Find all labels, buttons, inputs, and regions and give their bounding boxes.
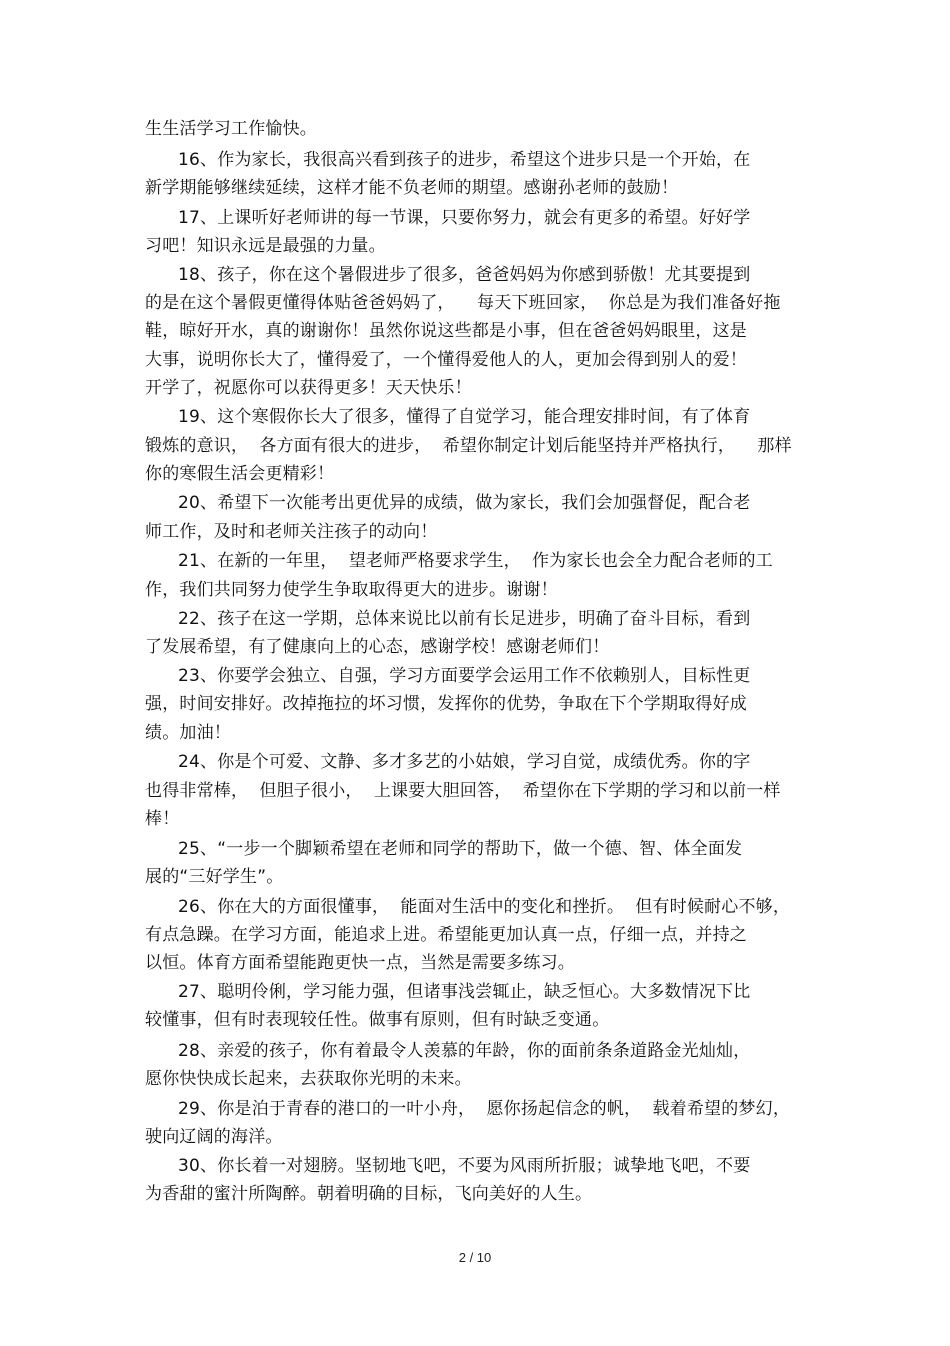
text-line: 你的寒假生活会更精彩！ (145, 464, 335, 484)
text-line: 28、亲爱的孩子，你有着最令人羡慕的年龄，你的面前条条道路金光灿灿， (178, 1041, 751, 1061)
text-line: 18、孩子，你在这个暑假进步了很多，爸爸妈妈为你感到骄傲！尤其要提到 (178, 265, 751, 285)
page-indicator: 2 / 10 (458, 1250, 492, 1265)
text-line: 29、你是泊于青春的港口的一叶小舟， 愿你扬起信念的帆， 载着希望的梦幻， (178, 1099, 791, 1119)
text-line: 有点急躁。在学习方面，能追求上进。希望能更加认真一点，仔细一点，并持之 (145, 925, 747, 945)
text-line: 绩。加油！ (145, 723, 231, 743)
text-line: 25、“一步一个脚颖希望在老师和同学的帮助下，做一个德、智、体全面发 (178, 839, 743, 859)
text-line: 了发展希望，有了健康向上的心态，感谢学校！感谢老师们！ (145, 637, 610, 657)
text-line: 作，我们共同努力使学生争取取得更大的进步。谢谢！ (145, 580, 558, 600)
text-line: 驶向辽阔的海洋。 (145, 1127, 283, 1147)
text-line: 以恒。体育方面希望能跑更快一点，当然是需要多练习。 (145, 953, 575, 973)
text-line: 锻炼的意识， 各方面有很大的进步， 希望你制定计划后能坚持并严格执行， 那样 (145, 436, 792, 456)
text-line: 师工作，及时和老师关注孩子的动向！ (145, 522, 438, 542)
text-line: 开学了，祝愿你可以获得更多！天天快乐！ (145, 378, 472, 398)
text-line: 22、孩子在这一学期，总体来说比以前有长足进步，明确了奋斗目标，看到 (178, 609, 751, 629)
text-line: 的是在这个暑假更懂得体贴爸爸妈妈了， 每天下班回家， 你总是为我们准备好拖 (145, 293, 781, 313)
text-line: 16、作为家长，我很高兴看到孩子的进步，希望这个进步只是一个开始，在 (178, 150, 751, 170)
text-line: 生生活学习工作愉快。 (145, 119, 317, 139)
text-line: 新学期能够继续延续，这样才能不负老师的期望。感谢孙老师的鼓励！ (145, 178, 679, 198)
text-line: 强，时间安排好。改掉拖拉的坏习惯，发挥你的优势，争取在下个学期取得好成 (145, 694, 747, 714)
text-line: 也得非常棒， 但胆子很小， 上课要大胆回答， 希望你在下学期的学习和以前一样 (145, 781, 781, 801)
text-line: 27、聪明伶俐，学习能力强，但诸事浅尝辄止，缺乏恒心。大多数情况下比 (178, 982, 751, 1002)
text-line: 展的“三好学生”。 (145, 867, 284, 887)
text-line: 30、你长着一对翅膀。坚韧地飞吧，不要为风雨所折服；诚挚地飞吧，不要 (178, 1156, 751, 1176)
text-line: 鞋，晾好开水，真的谢谢你！虽然你说这些都是小事，但在爸爸妈妈眼里，这是 (145, 321, 747, 341)
text-line: 为香甜的蜜汁所陶醉。朝着明确的目标，飞向美好的人生。 (145, 1184, 593, 1204)
text-line: 愿你快快成长起来，去获取你光明的未来。 (145, 1069, 472, 1089)
text-line: 20、希望下一次能考出更优异的成绩，做为家长，我们会加强督促，配合老 (178, 493, 751, 513)
text-line: 21、在新的一年里， 望老师严格要求学生， 作为家长也会全力配合老师的工 (178, 551, 773, 571)
text-line: 17、上课听好老师讲的每一节课，只要你努力，就会有更多的希望。好好学 (178, 208, 751, 228)
text-line: 习吧！知识永远是最强的力量。 (145, 236, 386, 256)
text-line: 19、这个寒假你长大了很多，懂得了自觉学习，能合理安排时间，有了体育 (178, 407, 751, 427)
text-line: 大事，说明你长大了，懂得爱了，一个懂得爱他人的人，更加会得到别人的爱！ (145, 350, 747, 370)
text-line: 26、你在大的方面很懂事， 能面对生活中的变化和挫折。 但有时候耐心不够， (178, 897, 791, 917)
text-line: 较懂事，但有时表现较任性。做事有原则，但有时缺乏变通。 (145, 1010, 610, 1030)
text-line: 24、你是个可爱、文静、多才多艺的小姑娘，学习自觉，成绩优秀。你的字 (178, 752, 751, 772)
text-line: 棒！ (145, 809, 180, 829)
text-line: 23、你要学会独立、自强，学习方面要学会运用工作不依赖别人，目标性更 (178, 666, 751, 686)
